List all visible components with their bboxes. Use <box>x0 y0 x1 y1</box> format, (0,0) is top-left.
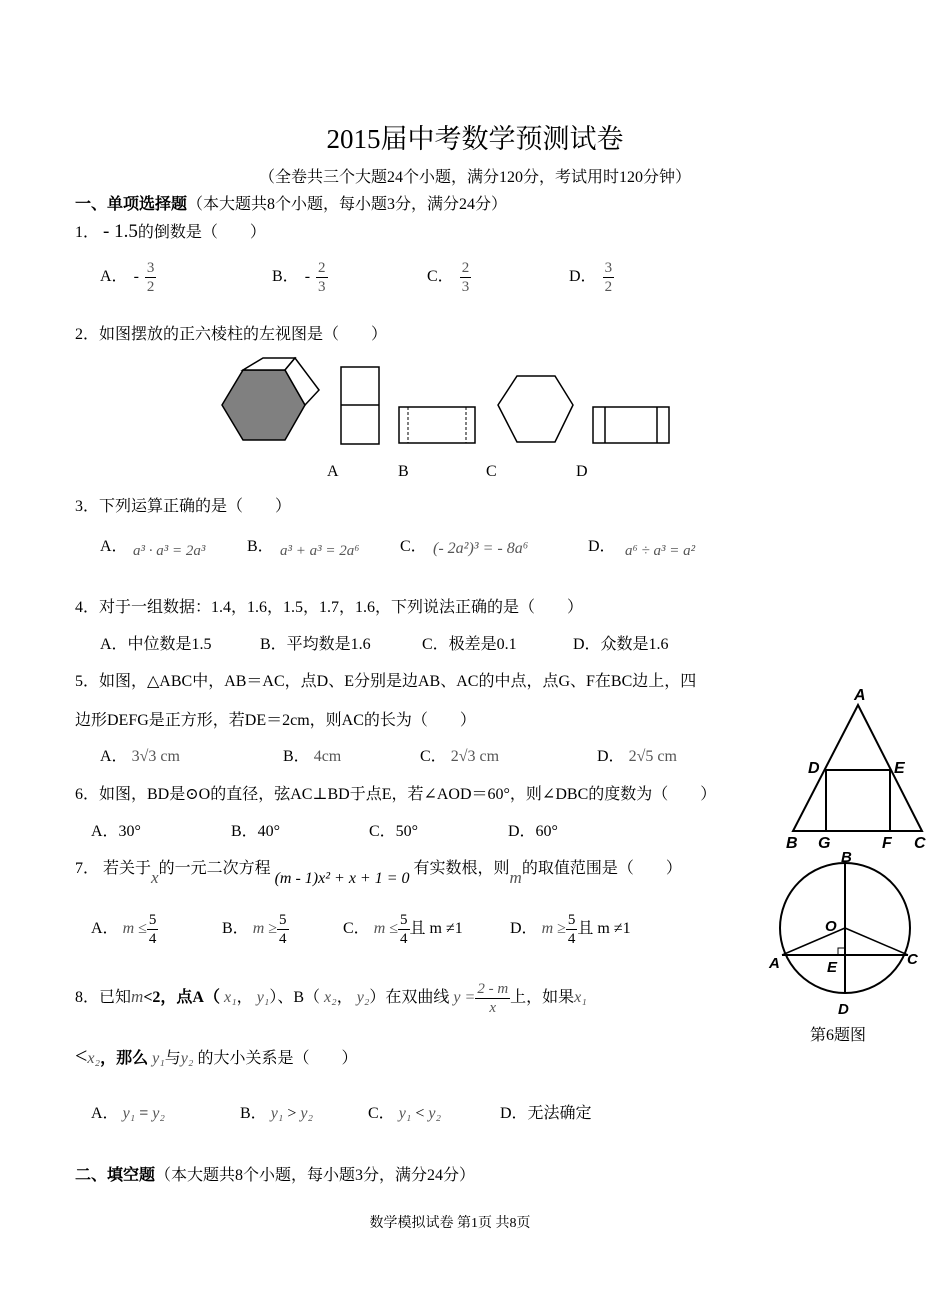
q3-option-d-expr: a⁶ ÷ a³ = a² <box>625 543 696 559</box>
q4-option-b: B．平均数是1.6 <box>260 636 371 653</box>
q5-option-c: C． 2√3 cm <box>420 748 500 765</box>
q1-option-d: D． $\frac{3}{2}$ <box>569 260 613 295</box>
q8-option-c: C． y₁ < y₂ <box>368 1105 442 1122</box>
question-4: 4．对于一组数据：1.4，1.6，1.5，1.7，1.6，下列说法正确的是（ ） <box>75 599 584 616</box>
square-defg <box>826 770 890 831</box>
q2-label-c: C <box>486 463 497 480</box>
svg-text:C: C <box>914 835 926 852</box>
svg-text:E: E <box>894 760 905 777</box>
section2-heading <box>75 1162 475 1185</box>
q6-figure <box>765 848 930 1020</box>
page-title: 2015届中考数学预测试卷 <box>326 124 624 154</box>
q6-option-c: C．50° <box>369 823 419 840</box>
q3-option-a-expr: a³ · a³ = 2a³ <box>133 543 206 559</box>
section2-note: （本大题共8个小题，每小题3分，满分24分） <box>155 1167 476 1184</box>
option-b-shape <box>399 407 475 443</box>
question-8-line1: 8．已知m<2，点A（ x₁， y₁）、B（ x₂， y₂）在双曲线 y = $\frac{2 - m}{x}$ 上，如果x₁ <box>75 981 587 1016</box>
section1-note: （本大题共8个小题，每小题3分，满分24分） <box>187 196 508 213</box>
q7-option-b: B． m ≥ $\frac{5}{4}$ <box>222 912 287 947</box>
q8-option-b: B． y₁ > y₂ <box>240 1105 314 1122</box>
q1-expression: - 1.5 <box>103 221 138 242</box>
section1-heading <box>75 191 507 214</box>
q1-option-a: A． - $\frac{3}{2}$ <box>100 260 155 295</box>
q1-number: 1． <box>75 224 100 241</box>
page-footer: 数学模拟试卷 第1页 共8页 <box>369 1216 531 1231</box>
q1-option-c: C． $\frac{2}{3}$ <box>427 260 470 295</box>
q1-text: 的倒数是（ ） <box>137 224 266 241</box>
question-1 <box>75 219 266 243</box>
q5-option-a: A． 3√3 cm <box>100 748 180 765</box>
q3-option-a: A． <box>100 538 128 555</box>
svg-text:A: A <box>769 955 780 972</box>
svg-text:D: D <box>808 760 820 777</box>
q8-option-a: A． y₁ = y₂ <box>91 1105 165 1122</box>
question-2: 2．如图摆放的正六棱柱的左视图是（ ） <box>75 326 388 343</box>
q5-option-d: D． 2√5 cm <box>597 748 677 765</box>
q2-figure <box>215 355 685 455</box>
svg-text:B: B <box>841 849 852 866</box>
q3-option-b: B． <box>247 538 274 555</box>
section2-title: 二、填空题 <box>75 1167 156 1184</box>
question-7: 7． 若关于x的一元二次方程 (m - 1)x² + x + 1 = 0 有实数根，则m的取值范围是（ ） <box>75 860 682 887</box>
q1-option-b: B． - $\frac{2}{3}$ <box>272 260 326 295</box>
q4-option-a: A．中位数是1.5 <box>100 636 212 653</box>
q4-option-c: C．极差是0.1 <box>422 636 517 653</box>
q5-figure <box>780 680 940 855</box>
q7-option-c: C． m ≤ $\frac{5}{4}$ 且 m ≠1 <box>343 912 463 947</box>
q7-option-a: A． m ≤ $\frac{5}{4}$ <box>91 912 157 947</box>
q2-label-d: D <box>576 463 588 480</box>
question-8-line2: <x₂，那么 y₁与y₂ 的大小关系是（ ） <box>75 1043 358 1068</box>
q3-option-c-expr: (- 2a²)³ = - 8a⁶ <box>433 540 529 557</box>
q3-option-b-expr: a³ + a³ = 2a⁶ <box>280 543 360 559</box>
q8-option-d: D．无法确定 <box>500 1105 592 1122</box>
exam-info: （全卷共三个大题24个小题，满分120分，考试用时120分钟） <box>258 169 691 186</box>
svg-text:C: C <box>907 951 918 968</box>
q2-label-a: A <box>327 463 339 480</box>
q6-option-b: B．40° <box>231 823 281 840</box>
svg-text:A: A <box>854 687 866 704</box>
q7-equation: (m - 1)x² + x + 1 = 0 <box>274 870 410 887</box>
question-5-line1: 5．如图，△ABC中，AB＝AC，点D、E分别是边AB、AC的中点，点G、F在BC边上，四 <box>75 673 697 690</box>
svg-text:D: D <box>838 1001 849 1018</box>
svg-text:G: G <box>818 835 831 852</box>
svg-text:O: O <box>825 918 837 935</box>
section1-title: 一、单项选择题 <box>75 196 188 213</box>
question-3: 3．下列运算正确的是（ ） <box>75 498 292 515</box>
q7-option-d: D． m ≥ $\frac{5}{4}$ 且 m ≠1 <box>510 912 631 947</box>
q3-option-d: D． <box>588 538 616 555</box>
q3-option-c: C． <box>400 538 427 555</box>
svg-text:B: B <box>786 835 798 852</box>
q2-label-b: B <box>398 463 409 480</box>
question-5-line2: 边形DEFG是正方形，若DE＝2cm，则AC的长为（ ） <box>75 712 476 729</box>
question-6: 6．如图，BD是⊙O的直径，弦AC⊥BD于点E，若∠AOD＝60°，则∠DBC的度数为（ ） <box>75 786 717 803</box>
q6-option-d: D．60° <box>508 823 558 840</box>
q6-figure-caption: 第6题图 <box>810 1027 867 1044</box>
q4-option-d: D．众数是1.6 <box>573 636 669 653</box>
svg-text:F: F <box>882 835 892 852</box>
option-c-shape <box>498 376 573 442</box>
q6-option-a: A．30° <box>91 823 141 840</box>
svg-text:E: E <box>827 959 838 976</box>
q5-option-b: B． 4cm <box>283 748 342 765</box>
